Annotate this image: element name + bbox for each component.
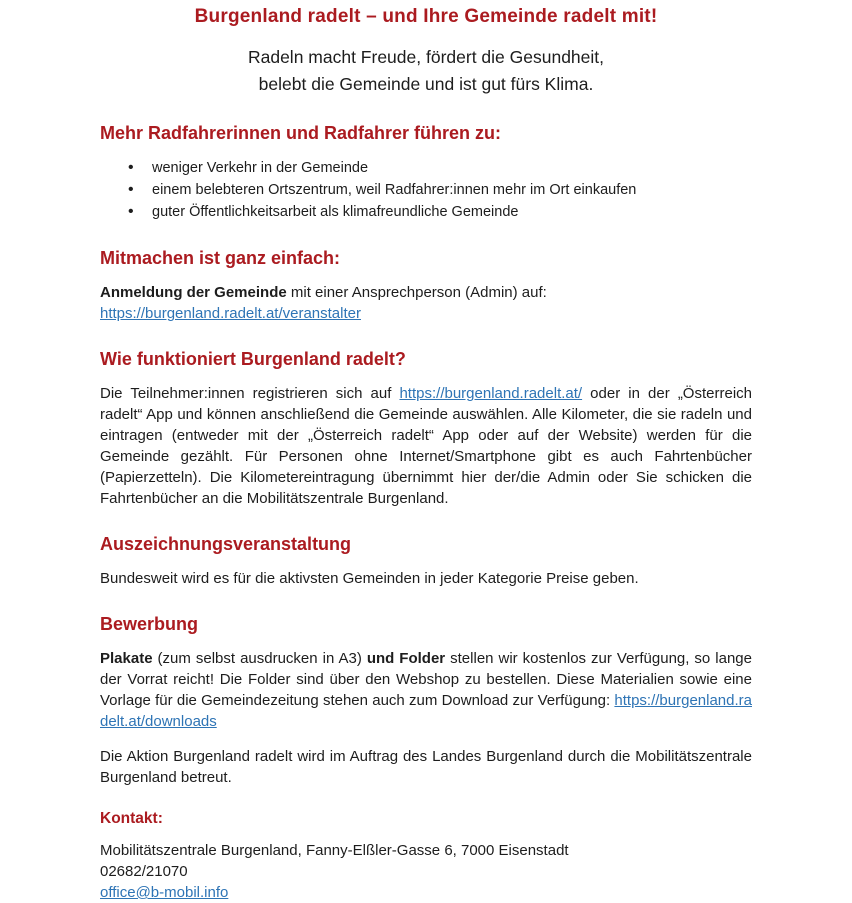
bewerbung-bold-folder: und Folder <box>366 650 446 667</box>
bewerbung-text-1: (zum selbst ausdrucken in A3) <box>152 650 367 667</box>
email-link[interactable]: office@b-mobil.info <box>100 884 229 901</box>
section-heading-funktioniert: Wie funktioniert Burgenland radelt? <box>100 349 406 369</box>
mitmachen-lead-bold: Anmeldung der Gemeinde <box>100 284 287 301</box>
list-item: • weniger Verkehr in der Gemeinde <box>128 157 752 179</box>
radelt-at-link[interactable]: https://burgenland.radelt.at/ <box>399 385 583 402</box>
section-heading-mitmachen: Mitmachen ist ganz einfach: <box>100 248 341 268</box>
contact-address: Mobilitätszentrale Burgenland, Fanny-Elßler-Gasse 6, 7000 Eisenstadt <box>100 842 569 859</box>
bewerbung-paragraph <box>100 648 752 732</box>
contact-email-line <box>100 882 752 903</box>
funktioniert-paragraph <box>100 383 752 509</box>
subtitle <box>100 44 752 98</box>
mitmachen-paragraph <box>100 282 752 324</box>
subtitle-line-2: belebt die Gemeinde und ist gut fürs Klima. <box>258 74 594 94</box>
bewerbung-text-2: stellen wir kostenlos zur Verfügung, so lange der Vorrat reicht! Die Folder sind über den Webshop zu bestellen. Diese Materialien sowie eine Vorlage für die Gemeindezeitung stehen auch zum Download zur Verfügung: <box>100 650 752 709</box>
funktioniert-text-after: oder in der „Österreich radelt“ App und können anschließend die Gemeinde auswählen. Alle Kilometer, die sie radeln und eintragen (entweder mit der „Österreich radelt“ App oder auf der Website) werden für die Gemeinde gezählt. Für Personen ohne Internet/Smartphone gibt es auch Fahrtenbücher (Papierzetteln). Die Kilometereintragung übernimmt hier der/die Admin oder Sie schicken die Fahrtenbücher an die Mobilitätszentrale Burgenland. <box>100 385 752 507</box>
downloads-link[interactable]: https://burgenland.radelt.at/downloads <box>100 692 752 730</box>
list-item: • guter Öffentlichkeitsarbeit als klimafreundliche Gemeinde <box>128 201 752 223</box>
benefits-bullet-list <box>100 157 752 223</box>
funktioniert-text-before: Die Teilnehmer:innen registrieren sich auf <box>100 385 400 402</box>
section-heading-kontakt: Kontakt: <box>100 810 163 827</box>
section-heading-bewerbung: Bewerbung <box>100 614 199 634</box>
page-title: Burgenland radelt – und Ihre Gemeinde radelt mit! <box>194 6 658 27</box>
contact-phone: 02682/21070 <box>100 863 188 880</box>
auszeichnung-paragraph: Bundesweit wird es für die aktivsten Gemeinden in jeder Kategorie Preise geben. <box>100 570 639 587</box>
subtitle-line-1: Radeln macht Freude, fördert die Gesundheit, <box>247 47 605 67</box>
list-item: • einem belebteren Ortszentrum, weil Radfahrer:innen mehr im Ort einkaufen <box>128 179 752 201</box>
mitmachen-lead-rest: mit einer Ansprechperson (Admin) auf: <box>286 284 547 301</box>
bewerbung-bold-plakate: Plakate <box>100 650 153 667</box>
veranstalter-link[interactable]: https://burgenland.radelt.at/veranstalter <box>100 305 361 322</box>
aktion-paragraph: Die Aktion Burgenland radelt wird im Auftrag des Landes Burgenland durch die Mobilitätszentrale Burgenland betreut. <box>100 748 752 786</box>
section-heading-auszeichnung: Auszeichnungsveranstaltung <box>100 534 352 554</box>
section-heading-benefits: Mehr Radfahrerinnen und Radfahrer führen zu: <box>100 123 502 143</box>
